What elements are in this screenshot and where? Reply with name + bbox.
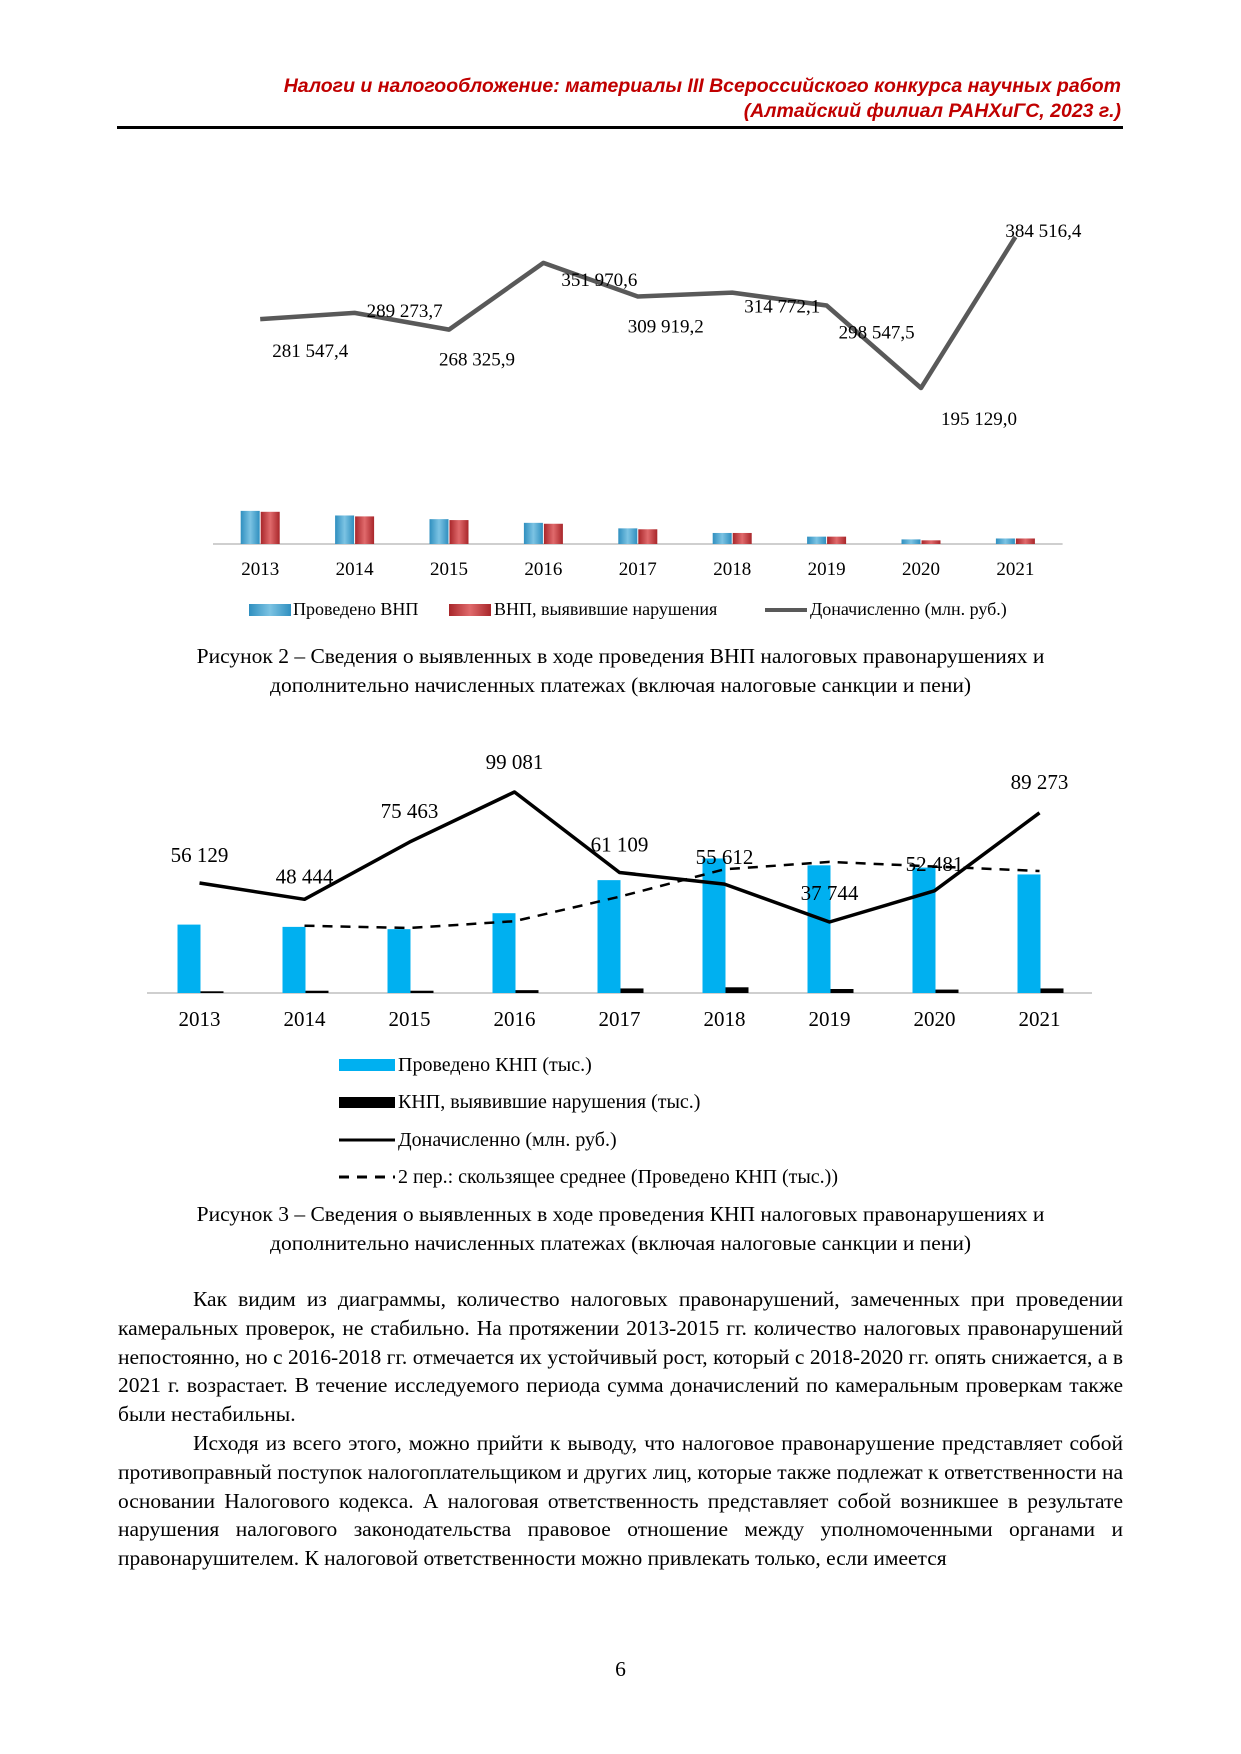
legend-label-vnp-violations: ВНП, выявившие нарушения <box>494 599 718 619</box>
legend-label-moving-average: 2 пер.: скользящее среднее (Проведено КНП (тыс.)) <box>398 1166 838 1188</box>
data-label: 384 516,4 <box>1005 221 1082 242</box>
figure-3-caption-line-1: Рисунок 3 – Сведения о выявленных в ходе проведения КНП налоговых правонарушениях и <box>196 1202 1045 1226</box>
legend-label-provedeno-knp: Проведено КНП (тыс.) <box>398 1054 592 1076</box>
x-tick-label: 2014 <box>283 1007 326 1031</box>
figure-2-caption-line-1: Рисунок 2 – Сведения о выявленных в ходе проведения ВНП налоговых правонарушениях и <box>196 644 1045 668</box>
data-label: 55 612 <box>695 845 754 870</box>
bar-knp-violations <box>201 991 224 993</box>
data-label: 298 547,5 <box>838 322 915 344</box>
x-tick-label: 2013 <box>178 1007 221 1031</box>
legend-swatch-provedeno-knp <box>339 1059 395 1071</box>
header-line-1: Налоги и налогообложение: материалы III Всероссийского конкурса научных работ <box>283 75 1121 97</box>
bar-knp-violations <box>726 987 749 993</box>
x-tick-label: 2019 <box>807 559 846 580</box>
figure-2-caption-line-2: дополнительно начисленных платежах (включая налоговые санкции и пени) <box>270 673 971 697</box>
x-tick-label: 2014 <box>335 559 374 580</box>
data-label: 309 919,2 <box>627 316 704 338</box>
x-tick-label: 2017 <box>618 559 657 580</box>
legend-label-knp-violations: КНП, выявившие нарушения (тыс.) <box>398 1091 701 1113</box>
bar-knp-violations <box>411 991 434 993</box>
bar-provedeno-knp <box>703 858 726 993</box>
legend-label-line: Доначисленно (млн. руб.) <box>810 599 1007 619</box>
data-label: 99 081 <box>485 750 544 774</box>
data-label: 289 273,7 <box>366 300 443 322</box>
bar-knp-violations <box>306 991 329 993</box>
x-tick-label: 2018 <box>703 1007 746 1031</box>
header-line-2: (Алтайский филиал РАНХиГС, 2023 г.) <box>743 100 1121 122</box>
data-label: 56 129 <box>170 843 229 868</box>
x-tick-label: 2019 <box>808 1007 851 1031</box>
x-tick-label: 2015 <box>430 559 468 580</box>
bar-provedeno-knp <box>913 868 936 993</box>
bar-provedeno-knp <box>283 927 306 993</box>
figure-3-caption <box>118 1200 1123 1258</box>
data-label: 48 444 <box>275 864 334 889</box>
data-label: 351 970,6 <box>561 269 638 291</box>
x-tick-label: 2017 <box>598 1007 641 1031</box>
bar-provedeno-knp <box>178 925 201 993</box>
x-tick-label: 2021 <box>1018 1007 1061 1031</box>
x-tick-label: 2013 <box>241 559 280 580</box>
x-tick-label: 2018 <box>713 559 752 580</box>
legend-swatch-knp-violations <box>339 1097 395 1108</box>
bar-provedeno-knp <box>493 913 516 993</box>
bar-provedeno-knp <box>1018 874 1041 993</box>
bar-knp-violations <box>621 988 644 993</box>
data-label: 314 772,1 <box>744 296 821 318</box>
body-paragraph-1: Как видим из диаграммы, количество налоговых правонарушений, замеченных при проведении камеральных проверок, не стабильно. На протяжении 2013-2015 гг. количество налоговых правонарушений непостоянно, но с 2016-2018 гг. отмечается их устойчивый рост, который с 2018-2020 гг. опять снижается, а в 2021 г. возрастает. В течение исследуемого периода сумма доначислений по камеральным проверкам также были нестабильны. <box>118 1287 1123 1427</box>
data-label: 195 129,0 <box>941 409 1017 430</box>
x-tick-label: 2016 <box>493 1007 536 1031</box>
data-label: 37 744 <box>800 881 859 905</box>
body-paragraph-2: Исходя из всего этого, можно прийти к выводу, что налоговое правонарушение представляет собой противоправный поступок налогоплательщиком и других лиц, которые также подлежат к ответственности на основании Налогового кодекса. А налоговая ответственность представляет собой возникшее в результате нарушения налогового законодательства правовое отношение между уполномоченными органами и правонарушителем. К налоговой ответственности можно привлекать только, если имеется <box>118 1431 1123 1571</box>
data-label: 75 463 <box>380 799 439 824</box>
figure-3-caption-line-2: дополнительно начисленных платежах (включая налоговые санкции и пени) <box>270 1231 971 1255</box>
legend-label-line: Доначисленно (млн. руб.) <box>398 1129 617 1151</box>
x-tick-label: 2020 <box>902 559 940 580</box>
data-label: 268 325,9 <box>439 349 515 371</box>
x-tick-label: 2016 <box>524 559 563 580</box>
page-number: 6 <box>615 1657 626 1681</box>
bar-knp-violations <box>831 989 854 993</box>
x-tick-label: 2020 <box>913 1007 956 1031</box>
x-tick-label: 2021 <box>996 559 1035 580</box>
bar-knp-violations <box>936 990 959 993</box>
x-tick-label: 2015 <box>388 1007 431 1031</box>
data-label: 52 481 <box>905 851 964 876</box>
bar-knp-violations <box>516 990 539 993</box>
data-label: 61 109 <box>590 832 649 857</box>
bar-provedeno-knp <box>388 929 411 993</box>
legend-label-provedeno-vnp: Проведено ВНП <box>293 599 419 619</box>
data-label: 281 547,4 <box>272 341 349 363</box>
data-label: 89 273 <box>1010 769 1069 794</box>
bar-knp-violations <box>1041 988 1064 993</box>
